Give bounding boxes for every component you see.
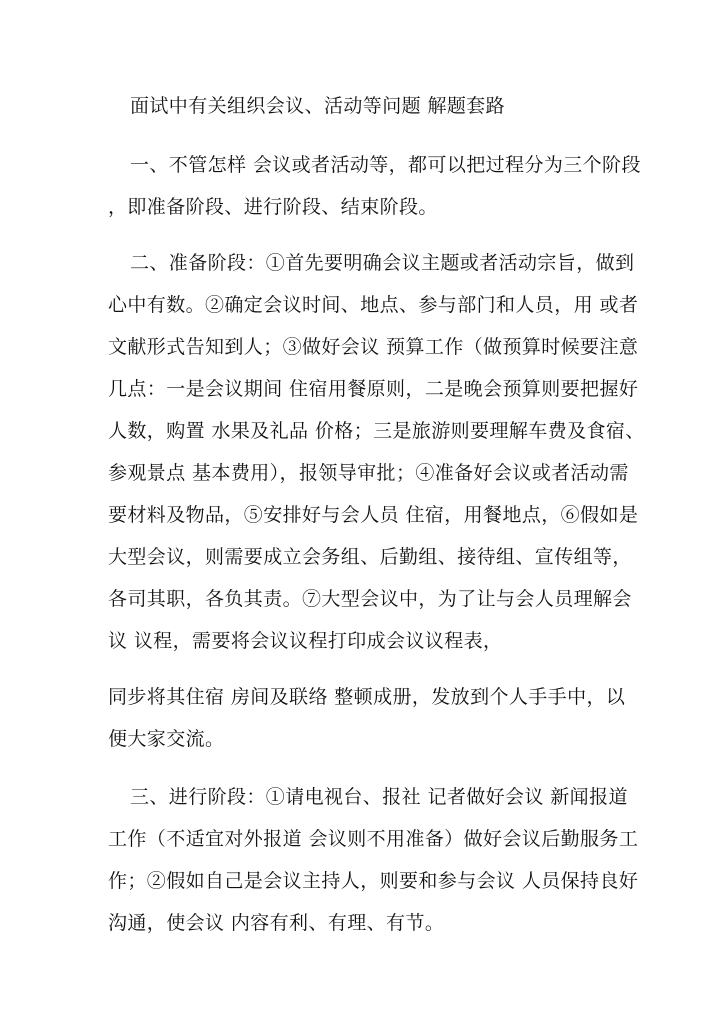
paragraph-line: 文献形式告知到人；③做好会议 预算工作（做预算时候要注意 [108,336,639,358]
paragraph-line: 三、进行阶段：①请电视台、报社 记者做好会议 新闻报道 [130,786,628,808]
paragraph-line: 一、不管怎样 会议或者活动等，都可以把过程分为三个阶段 [130,154,641,176]
paragraph-line: 各司其职，各负其责。⑦大型会议中，为了让与会人员理解会 [108,588,632,610]
paragraph-line: 心中有数。②确定会议时间、地点、参与部门和人员，用 或者 [108,294,639,316]
paragraph-line: 人数，购置 水果及礼品 价格；三是旅游则要理解车费及食宿、 [108,420,645,442]
paragraph-line: ，即准备阶段、进行阶段、结束阶段。 [108,196,438,218]
paragraph-line: 参观景点 基本费用），报领导审批；④准备好会议或者活动需 [108,462,629,484]
paragraph-line: 议 议程，需要将会议议程打印成会议议程表， [108,630,503,652]
document-title: 面试中有关组织会议、活动等问题 解题套路 [130,95,506,117]
paragraph-line: 沟通，使会议 内容有利、有理、有节。 [108,912,445,934]
paragraph-line: 同步将其住宿 房间及联络 整顿成册，发放到个人手手中，以 [108,686,626,708]
paragraph-line: 几点：一是会议期间 住宿用餐原则，二是晚会预算则要把握好 [108,378,639,400]
paragraph-line: 便大家交流。 [108,728,225,750]
paragraph-line: 作；②假如自己是会议主持人，则要和参与会议 人员保持良好 [108,870,639,892]
paragraph-line: 要材料及物品，⑤安排好与会人员 住宿，用餐地点，⑥假如是 [108,504,639,526]
paragraph-line: 工作（不适宜对外报道 会议则不用准备）做好会议后勤服务工 [108,828,639,850]
paragraph-line: 大型会议，则需要成立会务组、后勤组、接待组、宣传组等， [108,546,632,568]
paragraph-line: 二、准备阶段：①首先要明确会议主题或者活动宗旨，做到 [130,252,635,274]
